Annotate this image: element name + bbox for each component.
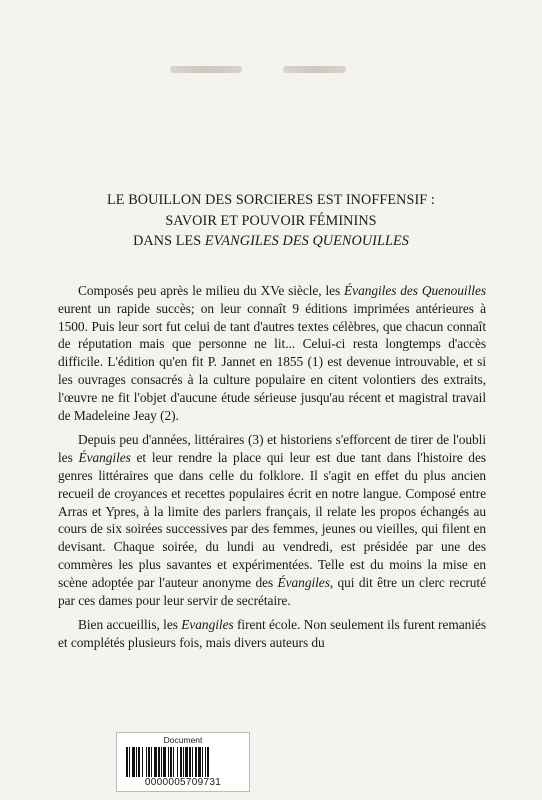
paragraph-1 xyxy=(58,282,486,424)
p3-text-a: Bien accueillis, les xyxy=(78,617,182,633)
barcode-bar xyxy=(132,747,135,777)
barcode-bar xyxy=(183,747,184,777)
p2-italic-title-1: Évangiles xyxy=(78,450,131,466)
barcode-bar xyxy=(154,747,157,777)
barcode-bar xyxy=(177,747,178,777)
article-body xyxy=(58,282,486,659)
barcode-bar xyxy=(173,747,174,777)
title-line-3-prefix: DANS LES xyxy=(133,233,205,249)
barcode-bar xyxy=(207,747,209,777)
p1-text-c: eurent un rapide succès; on leur connaît 9 éditions imprimées antérieures à 1500. Puis leur sort fut celui de tant d'autres textes célèbres, que chacun connaît de réputation mais que personne ne lit... Celui-ci resta longtemps d'accès difficile. L'édition qu'en fit P. Jannet en 1855 (1) est devenue introuvable, et si les ouvrages consacrés à la culture populaire en citent volontiers des extraits, l'œuvre ne fit l'objet d'aucune étude sérieuse jusqu'au récent et magistral travail de Madeleine Jeay (2). xyxy=(58,300,486,423)
p2-italic-title-2: Évangiles xyxy=(277,574,330,590)
barcode-bar xyxy=(138,747,140,777)
document-barcode-sticker xyxy=(116,732,250,792)
scan-smudge-right xyxy=(283,66,346,73)
barcode-bar xyxy=(163,747,166,777)
barcode-bar xyxy=(151,747,152,777)
barcode-bar xyxy=(146,747,147,777)
title-line-2: SAVOIR ET POUVOIR FÉMININS xyxy=(165,212,377,229)
barcode-bar xyxy=(142,747,143,777)
p2-text-e: , qui dit être un clerc recruté par ces dames pour leur servir de secrétaire. xyxy=(58,574,486,608)
barcode-bar xyxy=(205,747,206,777)
barcode-bar xyxy=(129,747,130,777)
barcode-bar xyxy=(148,747,150,777)
barcode-bar xyxy=(198,747,201,777)
barcode-label: Document xyxy=(163,735,203,745)
p2-text-a: Depuis peu d'années, littéraires (3) et historiens s'efforcent de tirer de l'oubli les xyxy=(58,432,486,466)
article-title xyxy=(40,190,502,252)
p1-text-a: Composés peu après le milieu du XVe siècle, les xyxy=(78,283,345,298)
p3-italic-title: Evangiles xyxy=(181,617,234,633)
barcode-icon xyxy=(124,747,242,777)
barcode-bar xyxy=(170,747,172,777)
barcode-bar xyxy=(185,747,188,777)
barcode-bar xyxy=(126,747,128,777)
barcode-bar xyxy=(136,747,137,777)
paragraph-3 xyxy=(58,616,486,652)
title-line-3-italic: EVANGILES DES QUENOUILLES xyxy=(204,233,409,249)
barcode-bar xyxy=(189,747,191,777)
barcode-bar xyxy=(192,747,193,777)
barcode-number: 0000005709731 xyxy=(144,777,222,788)
barcode-bar xyxy=(168,747,169,777)
p2-text-c: et leur rendre la place qui leur est due tant dans l'histoire des genres littéraires que dans celle du folklore. Il s'agit en effet du plus ancien recueil de croyances et recettes populaires écrit en notre langue. Composé entre Arras et Ypres, à la limite des parlers français, il relate les propos échangés au cours de six soirées successives par des femmes, jeunes ou vieilles, qui filent en devisant. Chaque soirée, du lundi au vendredi, est présidée par une des commères les plus savantes et expérimentées. Telle est du moins la mise en scène adoptée par l'auteur anonyme des xyxy=(58,450,487,590)
barcode-bar xyxy=(158,747,160,777)
paragraph-2 xyxy=(58,431,486,609)
barcode-bar xyxy=(195,747,197,777)
p1-italic-title: Évangiles des Quenouilles xyxy=(344,283,487,298)
title-line-3 xyxy=(40,231,502,252)
barcode-bar xyxy=(180,747,182,777)
barcode-bar xyxy=(161,747,162,777)
barcode-bar xyxy=(202,747,203,777)
p3-text-c: firent école. Non seulement ils furent remaniés et complétés plusieurs fois, mais divers auteurs du xyxy=(58,617,486,651)
title-line-1: LE BOUILLON DES SORCIERES EST INOFFENSIF : xyxy=(107,192,435,208)
scan-smudge-left xyxy=(170,66,242,73)
